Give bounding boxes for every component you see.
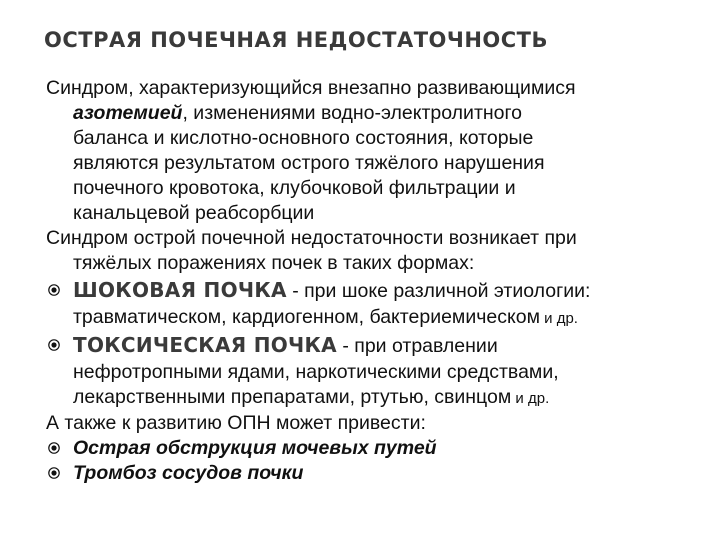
- form-desc: - при отравлении: [336, 335, 498, 357]
- form-name: ШОКОВАЯ ПОЧКА: [73, 278, 287, 302]
- causes-intro: А также к развитию ОПН может привести:: [46, 412, 426, 434]
- form-desc-text: лекарственными препаратами, ртутью, свинцом: [73, 386, 512, 408]
- definition-line-4: являются результатом острого тяжёлого нарушения: [73, 152, 545, 174]
- form-desc-continued: нефротропными ядами, наркотическими средствами,: [73, 361, 559, 383]
- definition-line-5: почечного кровотока, клубочковой фильтрации и: [73, 177, 516, 199]
- form-desc-text: травматическом, кардиогенном, бактериемическом: [73, 306, 540, 328]
- form-desc: - при шоке различной этиологии:: [286, 280, 591, 302]
- form-item-toxic-kidney: [46, 331, 706, 360]
- circled-dot-bullet-icon: [48, 467, 60, 479]
- circled-dot-bullet-icon: [48, 339, 60, 351]
- forms-intro-line-2: тяжёлых поражениях почек в таких формах:: [73, 252, 475, 274]
- definition-line-2-rest: , изменениями водно-электролитного: [182, 102, 523, 124]
- circled-dot-bullet-icon: [48, 442, 60, 454]
- cause-text: Тромбоз сосудов почки: [73, 462, 304, 484]
- circled-dot-bullet-icon: [48, 284, 60, 296]
- etc-note: и др.: [511, 390, 550, 407]
- cause-item: [46, 436, 706, 461]
- form-desc-continued: [46, 305, 706, 331]
- slide-body: [46, 76, 706, 486]
- definition-line-3: баланса и кислотно-основного состояния, которые: [73, 127, 534, 149]
- definition-line-1: Синдром, характеризующийся внезапно развивающимися: [46, 77, 576, 99]
- cause-item: [46, 461, 706, 486]
- cause-text: Острая обструкция мочевых путей: [73, 437, 437, 459]
- definition-term: азотемией: [73, 102, 183, 124]
- definition-line-2: [46, 101, 706, 126]
- page-title: ОСТРАЯ ПОЧЕЧНАЯ НЕДОСТАТОЧНОСТЬ: [44, 28, 549, 52]
- form-item-shock-kidney: [46, 276, 706, 305]
- definition-line-6: канальцевой реабсорбции: [73, 202, 315, 224]
- etc-note: и др.: [539, 310, 578, 327]
- form-name: ТОКСИЧЕСКАЯ ПОЧКА: [73, 333, 337, 357]
- form-desc-continued: [46, 385, 706, 411]
- forms-intro-line-1: Синдром острой почечной недостаточности возникает при: [46, 227, 577, 249]
